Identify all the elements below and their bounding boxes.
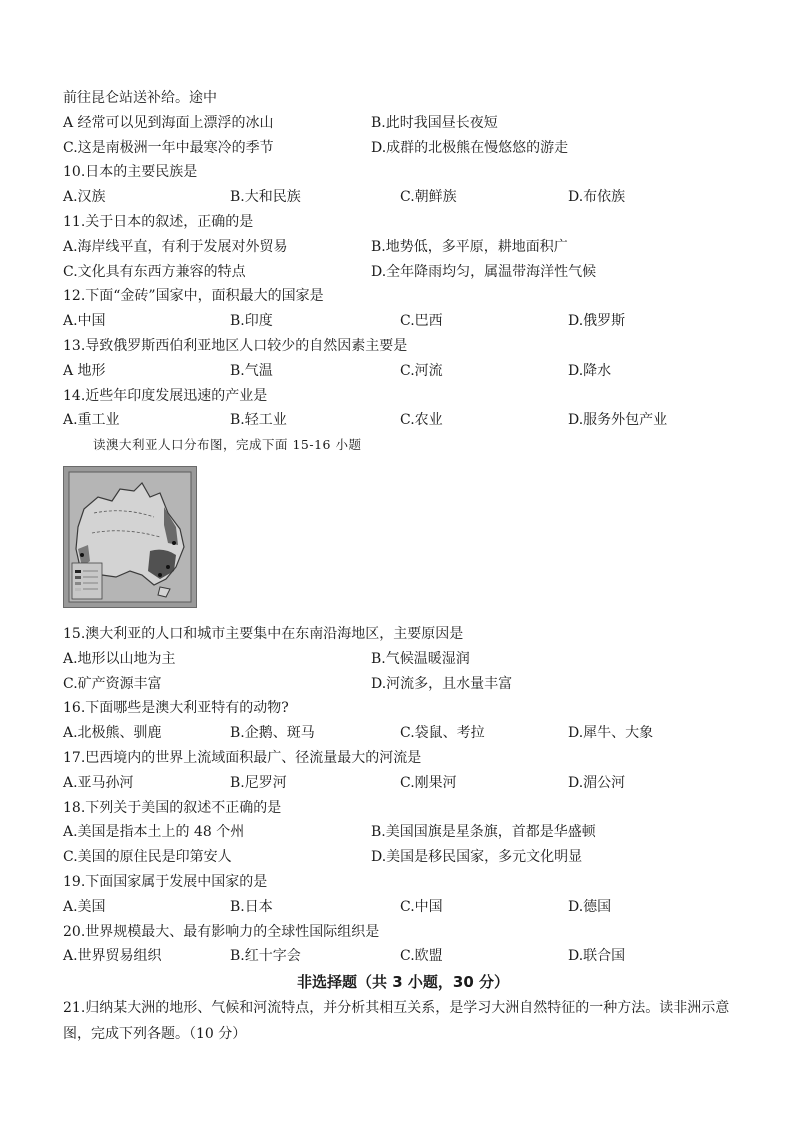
q18-option-d: D.美国是移民国家，多元文化明显	[371, 849, 583, 866]
q15-options-row1	[63, 647, 743, 672]
q18-option-c: C.美国的原住民是印第安人	[63, 849, 232, 866]
q18-option-b: B.美国国旗是星条旗，首都是华盛顿	[371, 824, 596, 841]
australia-population-map	[63, 466, 197, 608]
q11-option-c: C.文化具有东西方兼容的特点	[63, 263, 246, 280]
q15-options-row2	[63, 672, 743, 697]
q9-option-a: A 经常可以见到海面上漂浮的冰山	[63, 114, 274, 131]
q9-option-b: B.此时我国昼长夜短	[371, 114, 498, 131]
q11-options-row2	[63, 260, 743, 285]
q18-option-a: A.美国是指本土上的 48 个州	[63, 824, 245, 841]
section-title: 非选择题（共 3 小题，30 分）	[297, 973, 509, 992]
q11-option-a: A.海岸线平直，有利于发展对外贸易	[63, 238, 288, 255]
q20-options	[63, 944, 743, 969]
q9-options-row1	[63, 111, 743, 136]
q17-options	[63, 771, 743, 796]
q13-option-b: B.气温	[230, 362, 273, 379]
q18-options-row2	[63, 845, 743, 870]
q20-option-c: C.欧盟	[400, 948, 443, 965]
q14-option-a: A.重工业	[63, 412, 120, 429]
q13-options	[63, 359, 743, 384]
q12-option-b: B.印度	[230, 313, 273, 330]
q11-stem: 11.关于日本的叙述，正确的是	[63, 213, 254, 230]
q19-option-c: C.中国	[400, 898, 443, 915]
q17-option-d: D.湄公河	[568, 774, 626, 791]
q21-text: 21.归纳某大洲的地形、气候和河流特点，并分析其相互关系，是学习大洲自然特征的一种方法。读非洲示意图，完成下列各题。（10 分）	[63, 1000, 730, 1043]
q12-option-c: C.巴西	[400, 313, 443, 330]
q16-stem: 16.下面哪些是澳大利亚特有的动物?	[63, 700, 289, 717]
q15-option-d: D.河流多，且水量丰富	[371, 675, 513, 692]
q17-option-b: B.尼罗河	[230, 774, 287, 791]
q19-option-b: B.日本	[230, 898, 273, 915]
q15-stem: 15.澳大利亚的人口和城市主要集中在东南沿海地区，主要原因是	[63, 625, 464, 642]
q15-option-c: C.矿产资源丰富	[63, 675, 162, 692]
q15-option-b: B.气候温暖湿润	[371, 650, 470, 667]
q17-stem: 17.巴西境内的世界上流域面积最广、径流量最大的河流是	[63, 749, 422, 766]
q20-option-a: A.世界贸易组织	[63, 948, 162, 965]
q12-stem: 12.下面“金砖”国家中，面积最大的国家是	[63, 288, 324, 305]
q9-options-row2	[63, 136, 743, 161]
q19-options	[63, 895, 743, 920]
q19-option-a: A.美国	[63, 898, 106, 915]
q14-option-d: D.服务外包产业	[568, 412, 668, 429]
q15-option-a: A.地形以山地为主	[63, 650, 176, 667]
map-instruction: 读澳大利亚人口分布图，完成下面 15-16 小题	[93, 437, 362, 453]
q12-option-d: D.俄罗斯	[568, 313, 626, 330]
q18-options-row1	[63, 820, 743, 845]
q14-stem: 14.近些年印度发展迅速的产业是	[63, 387, 268, 404]
exam-page	[63, 86, 743, 1047]
q11-option-d: D.全年降雨均匀，属温带海洋性气候	[371, 263, 597, 280]
q11-option-b: B.地势低，多平原，耕地面积广	[371, 238, 568, 255]
q13-stem: 13.导致俄罗斯西伯利亚地区人口较少的自然因素主要是	[63, 337, 408, 354]
q16-option-a: A.北极熊、驯鹿	[63, 725, 162, 742]
q10-option-b: B.大和民族	[230, 189, 301, 206]
q20-option-b: B.红十字会	[230, 948, 301, 965]
q17-option-c: C.刚果河	[400, 774, 457, 791]
q14-option-b: B.轻工业	[230, 412, 287, 429]
q9-option-d: D.成群的北极熊在慢悠悠的游走	[371, 139, 569, 156]
q13-option-a: A 地形	[63, 362, 106, 379]
q9-option-c: C.这是南极洲一年中最寒冷的季节	[63, 139, 274, 156]
intro-text: 前往昆仑站送补给。途中	[63, 90, 217, 106]
q11-options-row1	[63, 235, 743, 260]
q16-options	[63, 721, 743, 746]
q14-options	[63, 408, 743, 433]
australia-map-graphic	[64, 467, 196, 607]
q16-option-c: C.袋鼠、考拉	[400, 725, 485, 742]
q16-option-d: D.犀牛、大象	[568, 725, 654, 742]
q13-option-d: D.降水	[568, 362, 612, 379]
q12-options	[63, 309, 743, 334]
q12-option-a: A.中国	[63, 313, 106, 330]
q14-option-c: C.农业	[400, 412, 443, 429]
q10-options	[63, 185, 743, 210]
q13-option-c: C.河流	[400, 362, 443, 379]
q10-stem: 10.日本的主要民族是	[63, 164, 198, 181]
q10-option-c: C.朝鲜族	[400, 189, 457, 206]
q10-option-a: A.汉族	[63, 189, 106, 206]
q20-option-d: D.联合国	[568, 948, 626, 965]
q19-stem: 19.下面国家属于发展中国家的是	[63, 873, 268, 890]
q16-option-b: B.企鹅、斑马	[230, 725, 315, 742]
q17-option-a: A.亚马孙河	[63, 774, 134, 791]
q10-option-d: D.布依族	[568, 189, 626, 206]
q20-stem: 20.世界规模最大、最有影响力的全球性国际组织是	[63, 923, 380, 940]
q19-option-d: D.德国	[568, 898, 612, 915]
q18-stem: 18.下列关于美国的叙述不正确的是	[63, 799, 282, 816]
